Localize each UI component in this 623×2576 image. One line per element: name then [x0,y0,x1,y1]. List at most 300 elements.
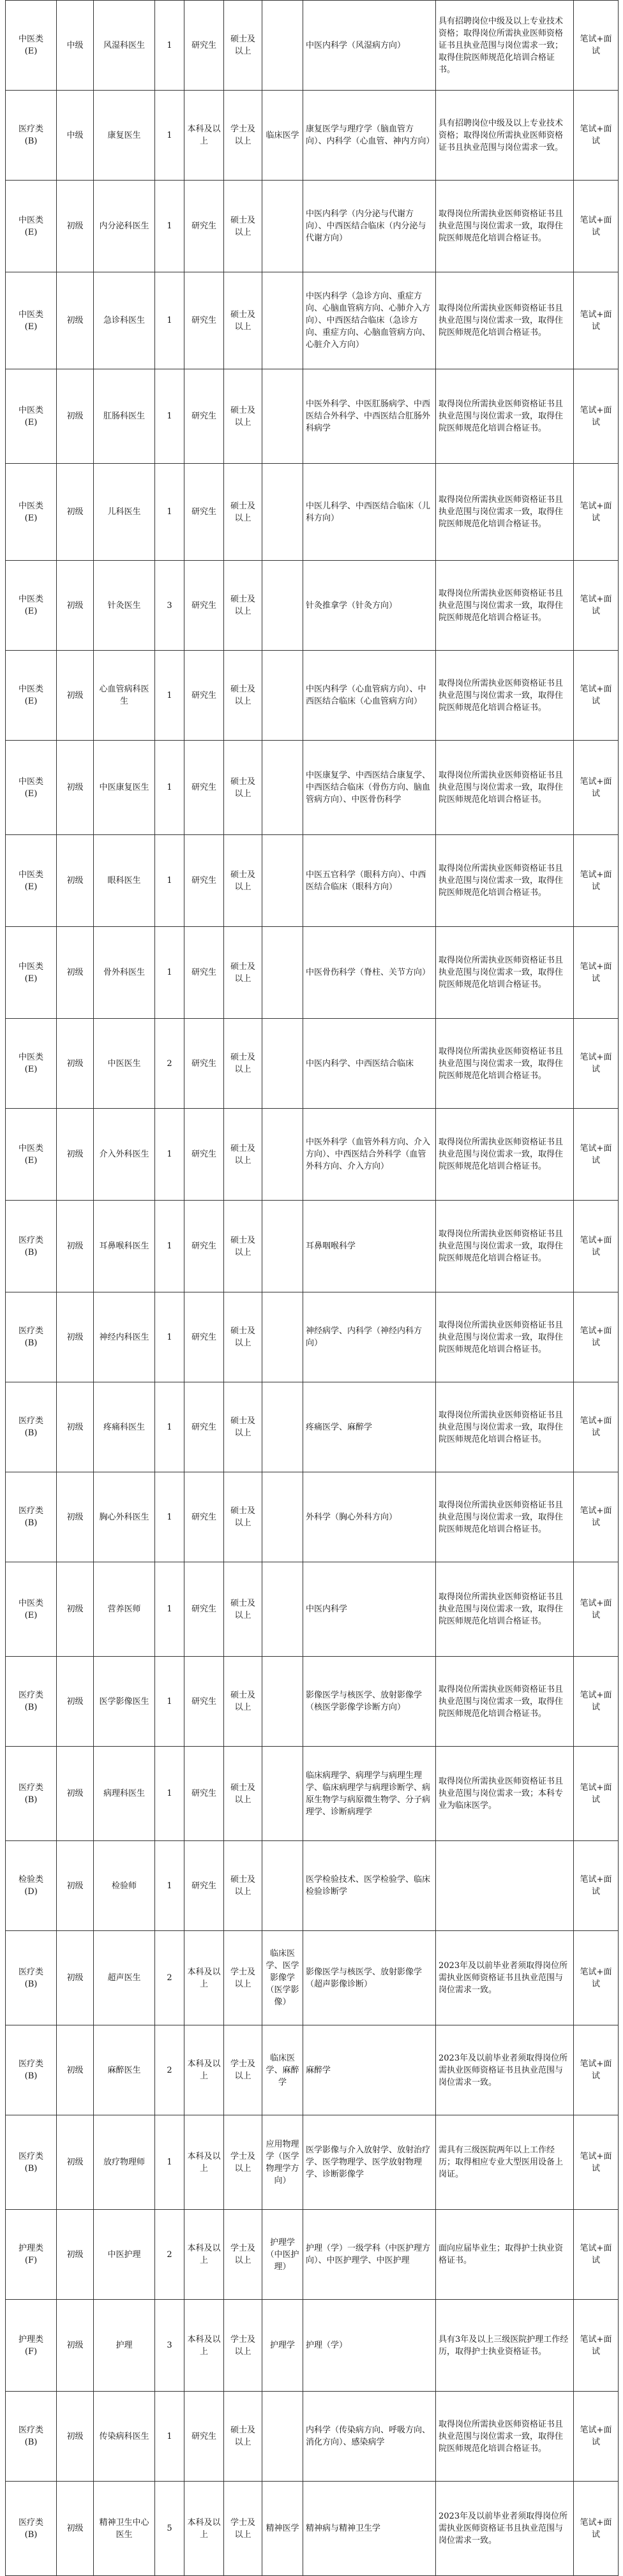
education-cell: 本科及以上 [184,1931,224,2025]
degree-cell: 学士及以上 [224,2025,262,2115]
position-cell: 儿科医生 [94,464,155,561]
level-cell: 初级 [57,651,94,741]
exam-method-cell: 笔试+面试 [574,927,619,1019]
grad-major-cell: 护理（学）一级学科（中医护理方向）、中医护理学、中医护理 [303,2210,436,2300]
table-row [6,927,619,1019]
count-cell: 1 [155,1201,184,1292]
table-row [6,651,619,741]
degree-cell: 硕士及以上 [224,1292,262,1382]
exam-method-cell: 笔试+面试 [574,561,619,651]
level-cell: 初级 [57,1472,94,1562]
education-cell: 研究生 [184,927,224,1019]
undergrad-major-cell [262,1292,303,1382]
exam-method-cell: 笔试+面试 [574,1382,619,1472]
level-cell: 初级 [57,2210,94,2300]
undergrad-major-cell: 临床医学、麻醉学 [262,2025,303,2115]
table-row [6,272,619,369]
education-cell: 本科及以上 [184,91,224,181]
grad-major-cell: 麻醉学 [303,2025,436,2115]
exam-method-cell: 笔试+面试 [574,741,619,835]
degree-cell: 硕士及以上 [224,2392,262,2482]
exam-method-cell: 笔试+面试 [574,2210,619,2300]
education-cell: 研究生 [184,1,224,91]
grad-major-cell: 耳鼻咽喉科学 [303,1201,436,1292]
level-cell: 初级 [57,1201,94,1292]
requirement-cell: 具有3年及以上三级医院护理工作经历，取得护士执业资格证书。 [436,2300,574,2392]
undergrad-major-cell [262,369,303,464]
degree-cell: 硕士及以上 [224,1109,262,1201]
position-cell: 护理 [94,2300,155,2392]
education-cell: 研究生 [184,835,224,927]
position-cell: 内分泌科医生 [94,181,155,272]
requirement-cell: 取得岗位所需执业医师资格证书且执业范围与岗位需求一致，取得住院医师规范化培训合格证书。 [436,1109,574,1201]
degree-cell: 硕士及以上 [224,1019,262,1109]
exam-method-cell: 笔试+面试 [574,2115,619,2210]
grad-major-cell: 外科学（胸心外科方向） [303,1472,436,1562]
position-cell: 骨外科医生 [94,927,155,1019]
exam-method-cell: 笔试+面试 [574,835,619,927]
grad-major-cell: 影像医学与核医学、放射影像学（超声影像诊断） [303,1931,436,2025]
undergrad-major-cell [262,1382,303,1472]
category-cell: 中医类 (E) [6,464,57,561]
category-cell: 中医类 (E) [6,181,57,272]
position-cell: 中医医生 [94,1019,155,1109]
count-cell: 2 [155,2025,184,2115]
category-cell: 医疗类 (B) [6,2025,57,2115]
table-row [6,2210,619,2300]
count-cell: 1 [155,1562,184,1657]
position-cell: 耳鼻喉科医生 [94,1201,155,1292]
level-cell: 初级 [57,1292,94,1382]
education-cell: 研究生 [184,741,224,835]
education-cell: 研究生 [184,272,224,369]
degree-cell: 硕士及以上 [224,181,262,272]
grad-major-cell: 中医骨伤科学（脊柱、关节方向） [303,927,436,1019]
exam-method-cell: 笔试+面试 [574,1292,619,1382]
exam-method-cell: 笔试+面试 [574,1931,619,2025]
count-cell: 1 [155,1472,184,1562]
table-row [6,561,619,651]
exam-method-cell: 笔试+面试 [574,464,619,561]
exam-method-cell: 笔试+面试 [574,1019,619,1109]
level-cell: 初级 [57,1109,94,1201]
exam-method-cell: 笔试+面试 [574,2482,619,2576]
grad-major-cell: 临床病理学、病理学与病理生理学、临床病理学与病理诊断学、病原生物学与病原微生物学、分子病理学、诊断病理学 [303,1747,436,1841]
exam-method-cell: 笔试+面试 [574,91,619,181]
undergrad-major-cell: 护理学（中医护理） [262,2210,303,2300]
grad-major-cell: 中医内科学（急诊方向、重症方向、心脑血管病方向、心肺介入方向）、中西医结合临床（急诊方向、重症方向、心脑血管病方向、心脏介入方向） [303,272,436,369]
count-cell: 3 [155,2300,184,2392]
position-cell: 胸心外科医生 [94,1472,155,1562]
requirement-cell [436,1841,574,1931]
degree-cell: 学士及以上 [224,2482,262,2576]
table-row [6,1841,619,1931]
position-cell: 康复医生 [94,91,155,181]
requirement-cell: 取得岗位所需执业医师资格证书且执业范围与岗位需求一致，取得住院医师规范化培训合格证书。 [436,464,574,561]
count-cell: 1 [155,91,184,181]
exam-method-cell: 笔试+面试 [574,272,619,369]
undergrad-major-cell [262,1747,303,1841]
degree-cell: 硕士及以上 [224,561,262,651]
education-cell: 本科及以上 [184,2025,224,2115]
exam-method-cell: 笔试+面试 [574,2025,619,2115]
education-cell: 本科及以上 [184,2300,224,2392]
education-cell: 研究生 [184,464,224,561]
grad-major-cell: 内科学（传染病方向、呼吸方向、消化方向）、感染病学 [303,2392,436,2482]
count-cell: 3 [155,561,184,651]
category-cell: 中医类 (E) [6,1019,57,1109]
level-cell: 初级 [57,741,94,835]
category-cell: 医疗类 (B) [6,1292,57,1382]
exam-method-cell: 笔试+面试 [574,1109,619,1201]
education-cell: 本科及以上 [184,2115,224,2210]
table-row [6,1201,619,1292]
requirement-cell: 取得岗位所需执业医师资格证书且执业范围与岗位需求一致，取得住院医师规范化培训合格证书。 [436,272,574,369]
category-cell: 医疗类 (B) [6,2482,57,2576]
table-row [6,1109,619,1201]
undergrad-major-cell [262,464,303,561]
undergrad-major-cell [262,1841,303,1931]
table-row [6,1657,619,1747]
count-cell: 1 [155,1841,184,1931]
category-cell: 医疗类 (B) [6,1931,57,2025]
table-row [6,2482,619,2576]
position-cell: 急诊科医生 [94,272,155,369]
category-cell: 中医类 (E) [6,835,57,927]
requirement-cell: 取得岗位所需执业医师资格证书且执业范围与岗位需求一致，取得住院医师规范化培训合格证书。 [436,1019,574,1109]
degree-cell: 硕士及以上 [224,1201,262,1292]
level-cell: 初级 [57,369,94,464]
degree-cell: 学士及以上 [224,2210,262,2300]
count-cell: 1 [155,741,184,835]
count-cell: 1 [155,181,184,272]
position-cell: 超声医生 [94,1931,155,2025]
undergrad-major-cell: 护理学 [262,2300,303,2392]
category-cell: 中医类 (E) [6,1562,57,1657]
exam-method-cell: 笔试+面试 [574,1,619,91]
level-cell: 初级 [57,464,94,561]
table-row [6,2300,619,2392]
count-cell: 1 [155,2115,184,2210]
degree-cell: 硕士及以上 [224,1657,262,1747]
count-cell: 1 [155,2392,184,2482]
education-cell: 本科及以上 [184,2482,224,2576]
category-cell: 医疗类 (B) [6,1747,57,1841]
degree-cell: 硕士及以上 [224,1,262,91]
level-cell: 初级 [57,1657,94,1747]
education-cell: 研究生 [184,1472,224,1562]
table-row [6,741,619,835]
table-row [6,1472,619,1562]
table-row [6,1382,619,1472]
table-row [6,369,619,464]
requirement-cell: 取得岗位所需执业医师资格证书且执业范围与岗位需求一致，取得住院医师规范化培训合格证书。 [436,1292,574,1382]
exam-method-cell: 笔试+面试 [574,1747,619,1841]
count-cell: 1 [155,1747,184,1841]
education-cell: 研究生 [184,561,224,651]
requirement-cell: 2023年及以前毕业者须取得岗位所需执业医师资格证书且执业范围与岗位需求一致。 [436,2025,574,2115]
undergrad-major-cell [262,1657,303,1747]
position-cell: 营养医师 [94,1562,155,1657]
requirement-cell: 取得岗位所需执业医师资格证书且执业范围与岗位需求一致，取得住院医师规范化培训合格证书。 [436,1201,574,1292]
education-cell: 本科及以上 [184,2210,224,2300]
table-row [6,1292,619,1382]
position-cell: 神经内科医生 [94,1292,155,1382]
degree-cell: 硕士及以上 [224,464,262,561]
education-cell: 研究生 [184,1109,224,1201]
level-cell: 初级 [57,561,94,651]
count-cell: 1 [155,651,184,741]
table-row [6,1019,619,1109]
undergrad-major-cell [262,741,303,835]
grad-major-cell: 医学影像与介入放射学、放射治疗学、医学物理学、医学放射物理学、诊断影像学 [303,2115,436,2210]
grad-major-cell: 中医外科学、中医肛肠病学、中西医结合外科学、中西医结合肛肠外科病学 [303,369,436,464]
level-cell: 中级 [57,1,94,91]
grad-major-cell: 中医康复学、中西医结合康复学、中西医结合临床（骨伤方向、脑血管病方向）、中医骨伤科学 [303,741,436,835]
level-cell: 初级 [57,927,94,1019]
undergrad-major-cell [262,927,303,1019]
position-cell: 疼痛科医生 [94,1382,155,1472]
count-cell: 1 [155,1109,184,1201]
level-cell: 初级 [57,2392,94,2482]
requirement-cell: 面向应届毕业生；取得护士执业资格证书。 [436,2210,574,2300]
undergrad-major-cell [262,1472,303,1562]
undergrad-major-cell [262,1,303,91]
category-cell: 中医类 (E) [6,272,57,369]
level-cell: 初级 [57,2300,94,2392]
level-cell: 初级 [57,2482,94,2576]
count-cell: 1 [155,1,184,91]
count-cell: 1 [155,464,184,561]
table-row [6,2115,619,2210]
education-cell: 研究生 [184,1562,224,1657]
position-cell: 心血管病科医生 [94,651,155,741]
degree-cell: 硕士及以上 [224,369,262,464]
requirement-cell: 取得岗位所需执业医师资格证书且执业范围与岗位需求一致，取得住院医师规范化培训合格证书。 [436,927,574,1019]
category-cell: 中医类 (E) [6,1109,57,1201]
education-cell: 研究生 [184,1841,224,1931]
position-cell: 介入外科医生 [94,1109,155,1201]
grad-major-cell: 针灸推拿学（针灸方向） [303,561,436,651]
count-cell: 1 [155,1382,184,1472]
position-cell: 风湿科医生 [94,1,155,91]
category-cell: 医疗类 (B) [6,1382,57,1472]
position-cell: 针灸医生 [94,561,155,651]
undergrad-major-cell [262,272,303,369]
position-cell: 放疗物理师 [94,2115,155,2210]
table-row [6,2392,619,2482]
degree-cell: 学士及以上 [224,1931,262,2025]
exam-method-cell: 笔试+面试 [574,1657,619,1747]
count-cell: 2 [155,2210,184,2300]
exam-method-cell: 笔试+面试 [574,181,619,272]
level-cell: 初级 [57,835,94,927]
table-row [6,91,619,181]
grad-major-cell: 护理（学） [303,2300,436,2392]
position-cell: 病理科医生 [94,1747,155,1841]
level-cell: 初级 [57,181,94,272]
level-cell: 中级 [57,91,94,181]
position-cell: 肛肠科医生 [94,369,155,464]
category-cell: 医疗类 (B) [6,1472,57,1562]
degree-cell: 硕士及以上 [224,1562,262,1657]
requirement-cell: 取得岗位所需执业医师资格证书且执业范围与岗位需求一致，取得住院医师规范化培训合格证书。 [436,1562,574,1657]
position-cell: 眼科医生 [94,835,155,927]
level-cell: 初级 [57,1019,94,1109]
degree-cell: 硕士及以上 [224,1382,262,1472]
undergrad-major-cell: 临床医学、医学影像学（医学影像） [262,1931,303,2025]
grad-major-cell: 神经病学、内科学（神经内科方向） [303,1292,436,1382]
undergrad-major-cell [262,1562,303,1657]
requirement-cell: 取得岗位所需执业医师资格证书且执业范围与岗位需求一致，取得住院医师规范化培训合格证书。 [436,561,574,651]
category-cell: 中医类 (E) [6,369,57,464]
exam-method-cell: 笔试+面试 [574,1472,619,1562]
degree-cell: 学士及以上 [224,91,262,181]
position-cell: 医学影像医生 [94,1657,155,1747]
grad-major-cell: 精神病与精神卫生学 [303,2482,436,2576]
category-cell: 医疗类 (B) [6,1201,57,1292]
category-cell: 护理类 (F) [6,2210,57,2300]
degree-cell: 硕士及以上 [224,1841,262,1931]
education-cell: 研究生 [184,2392,224,2482]
level-cell: 初级 [57,1841,94,1931]
degree-cell: 硕士及以上 [224,272,262,369]
count-cell: 5 [155,2482,184,2576]
degree-cell: 学士及以上 [224,2115,262,2210]
degree-cell: 硕士及以上 [224,651,262,741]
count-cell: 1 [155,369,184,464]
count-cell: 1 [155,272,184,369]
undergrad-major-cell [262,1019,303,1109]
education-cell: 研究生 [184,1747,224,1841]
education-cell: 研究生 [184,1657,224,1747]
grad-major-cell: 中医五官科学（眼科方向）、中西医结合临床（眼科方向） [303,835,436,927]
level-cell: 初级 [57,272,94,369]
education-cell: 研究生 [184,1382,224,1472]
undergrad-major-cell [262,2392,303,2482]
undergrad-major-cell: 临床医学 [262,91,303,181]
position-cell: 中医护理 [94,2210,155,2300]
exam-method-cell: 笔试+面试 [574,651,619,741]
undergrad-major-cell [262,835,303,927]
grad-major-cell: 中医内科学（风湿病方向） [303,1,436,91]
education-cell: 研究生 [184,369,224,464]
category-cell: 中医类 (E) [6,1,57,91]
undergrad-major-cell [262,181,303,272]
requirement-cell: 2023年及以前毕业者须取得岗位所需执业医师资格证书且执业范围与岗位需求一致。 [436,1931,574,2025]
requirement-cell: 取得岗位所需执业医师资格证书且执业范围与岗位需求一致，取得住院医师规范化培训合格证书。 [436,2392,574,2482]
requirement-cell: 取得岗位所需执业医师资格证书且执业范围与岗位需求一致，取得住院医师规范化培训合格证书。 [436,651,574,741]
education-cell: 研究生 [184,1019,224,1109]
count-cell: 1 [155,927,184,1019]
position-cell: 中医康复医生 [94,741,155,835]
position-cell: 精神卫生中心医生 [94,2482,155,2576]
degree-cell: 硕士及以上 [224,1472,262,1562]
requirement-cell: 具有招聘岗位中级及以上专业技术资格；取得岗位所需执业医师资格证书且执业范围与岗位需求一致。 [436,91,574,181]
category-cell: 中医类 (E) [6,741,57,835]
undergrad-major-cell [262,651,303,741]
requirement-cell: 取得岗位所需执业医师资格证书且执业范围与岗位需求一致，取得住院医师规范化培训合格证书。 [436,369,574,464]
requirement-cell: 取得岗位所需执业医师资格证书且执业范围与岗位需求一致，取得住院医师规范化培训合格证书。 [436,1657,574,1747]
exam-method-cell: 笔试+面试 [574,1841,619,1931]
grad-major-cell: 中医内科学、中西医结合临床 [303,1019,436,1109]
degree-cell: 学士及以上 [224,2300,262,2392]
grad-major-cell: 康复医学与理疗学（脑血管方向）、内科学（心血管、神内方向） [303,91,436,181]
table-row [6,1562,619,1657]
education-cell: 研究生 [184,1201,224,1292]
degree-cell: 硕士及以上 [224,927,262,1019]
grad-major-cell: 医学检验技术、医学检验学、临床检验诊断学 [303,1841,436,1931]
grad-major-cell: 影像医学与核医学、放射影像学（核医学影像学诊断方向） [303,1657,436,1747]
category-cell: 医疗类 (B) [6,2392,57,2482]
grad-major-cell: 中医内科学（内分泌与代谢方向）、中西医结合临床（内分泌与代谢方向） [303,181,436,272]
degree-cell: 硕士及以上 [224,741,262,835]
table-row [6,1,619,91]
level-cell: 初级 [57,2115,94,2210]
education-cell: 研究生 [184,651,224,741]
category-cell: 医疗类 (B) [6,2115,57,2210]
category-cell: 检验类 (D) [6,1841,57,1931]
table-row [6,835,619,927]
education-cell: 研究生 [184,181,224,272]
count-cell: 2 [155,1931,184,2025]
exam-method-cell: 笔试+面试 [574,2300,619,2392]
table-row [6,1931,619,2025]
exam-method-cell: 笔试+面试 [574,1201,619,1292]
category-cell: 医疗类 (B) [6,91,57,181]
requirement-cell: 具有招聘岗位中级及以上专业技术资格；取得岗位所需执业医师资格证书且执业范围与岗位需求一致；取得住院医师规范化培训合格证书。 [436,1,574,91]
level-cell: 初级 [57,1562,94,1657]
category-cell: 医疗类 (B) [6,1657,57,1747]
undergrad-major-cell [262,561,303,651]
grad-major-cell: 疼痛医学、麻醉学 [303,1382,436,1472]
undergrad-major-cell [262,1201,303,1292]
requirement-cell: 取得岗位所需执业医师资格证书且执业范围与岗位需求一致，取得住院医师规范化培训合格证书。 [436,181,574,272]
category-cell: 中医类 (E) [6,651,57,741]
category-cell: 护理类 (F) [6,2300,57,2392]
level-cell: 初级 [57,1931,94,2025]
recruitment-table [5,0,619,2576]
requirement-cell: 取得岗位所需执业医师资格证书且执业范围与岗位需求一致，取得住院医师规范化培训合格证书。 [436,1382,574,1472]
requirement-cell: 取得岗位所需执业医师资格证书且执业范围与岗位需求一致，取得住院医师规范化培训合格证书。 [436,835,574,927]
level-cell: 初级 [57,2025,94,2115]
degree-cell: 硕士及以上 [224,835,262,927]
undergrad-major-cell: 精神医学 [262,2482,303,2576]
level-cell: 初级 [57,1382,94,1472]
grad-major-cell: 中医儿科学、中西医结合临床（儿科方向） [303,464,436,561]
count-cell: 1 [155,835,184,927]
position-cell: 传染病科医生 [94,2392,155,2482]
table-row [6,1747,619,1841]
education-cell: 研究生 [184,1292,224,1382]
exam-method-cell: 笔试+面试 [574,369,619,464]
table-row [6,2025,619,2115]
degree-cell: 硕士及以上 [224,1747,262,1841]
level-cell: 初级 [57,1747,94,1841]
count-cell: 1 [155,1657,184,1747]
requirement-cell: 需具有三级医院两年以上工作经历；取得相应专业大型医用设备上岗证。 [436,2115,574,2210]
requirement-cell: 2023年及以前毕业者须取得岗位所需执业医师资格证书且执业范围与岗位需求一致。 [436,2482,574,2576]
count-cell: 1 [155,1292,184,1382]
position-cell: 麻醉医生 [94,2025,155,2115]
grad-major-cell: 中医外科学（血管外科方向、介入方向）、中西医结合外科学（血管外科方向、介入方向） [303,1109,436,1201]
requirement-cell: 取得岗位所需执业医师资格证书且执业范围与岗位需求一致，取得住院医师规范化培训合格证书。 [436,1472,574,1562]
table-row [6,464,619,561]
exam-method-cell: 笔试+面试 [574,1562,619,1657]
count-cell: 2 [155,1019,184,1109]
requirement-cell: 取得岗位所需执业医师资格证书且执业范围与岗位需求一致，取得住院医师规范化培训合格证书。 [436,741,574,835]
grad-major-cell: 中医内科学（心血管病方向）、中西医结合临床（心血管病方向） [303,651,436,741]
